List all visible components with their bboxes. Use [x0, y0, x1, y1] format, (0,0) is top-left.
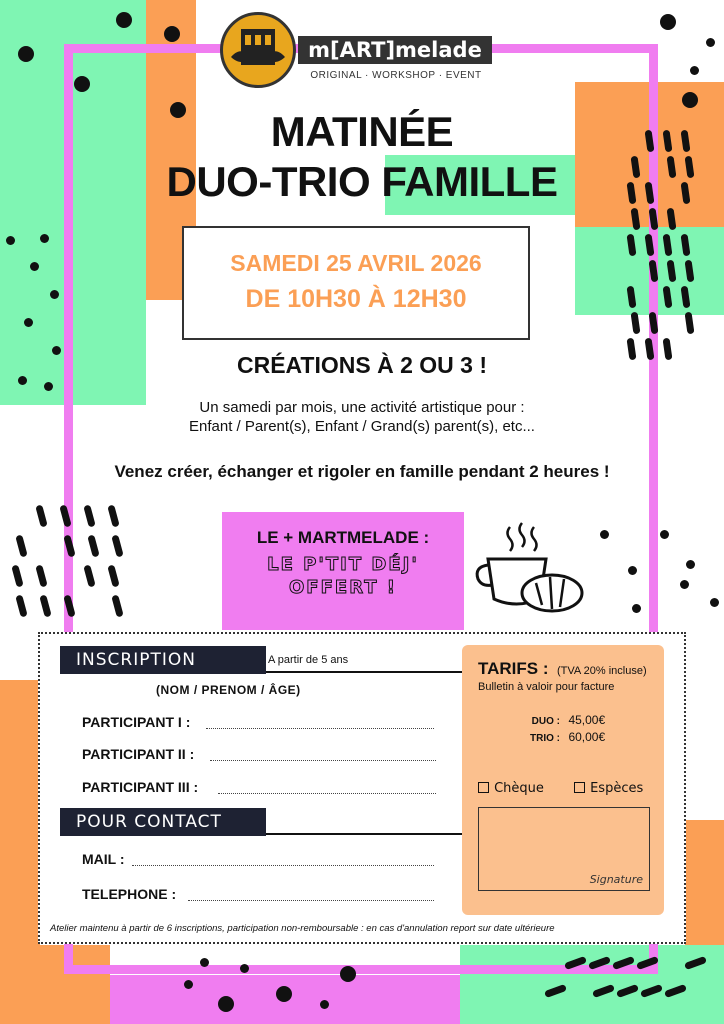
deco-dot: [682, 92, 698, 108]
price-duo-value: 45,00€: [568, 713, 606, 727]
subtitle: CRÉATIONS À 2 OU 3 !: [236, 352, 488, 378]
price-trio-value: 60,00€: [568, 730, 606, 744]
deco-dot: [18, 46, 34, 62]
date-box: [182, 226, 530, 340]
bg-orange-block-bottom-right: [685, 820, 724, 945]
bonus-line1: LE P'TIT DÉJ': [267, 554, 419, 575]
deco-dash: [685, 312, 695, 335]
phone-field[interactable]: [188, 888, 434, 901]
brand-name: m[ART]melade: [308, 38, 482, 62]
title-line1: MATINÉE: [270, 108, 454, 155]
deco-dot: [660, 530, 669, 539]
deco-dash: [35, 504, 47, 527]
participant-1-field[interactable]: [206, 716, 434, 729]
deco-dot: [24, 318, 33, 327]
deco-dot: [710, 598, 719, 607]
tarifs-tva: (TVA 20% incluse): [556, 665, 647, 677]
deco-dash: [35, 564, 47, 587]
deco-dot: [690, 66, 699, 75]
contact-underline: [266, 833, 462, 835]
inscription-label: INSCRIPTION: [76, 650, 196, 670]
participant-1-label: PARTICIPANT I :: [82, 714, 191, 730]
deco-dash: [39, 594, 51, 617]
coffee-croissant-icon: [470, 515, 590, 620]
title-duo-trio: DUO-TRIO: [166, 158, 371, 205]
deco-dot: [706, 38, 715, 47]
participant-2-label: PARTICIPANT II :: [82, 746, 195, 762]
bonus-box: [222, 512, 464, 630]
tarifs-title: TARIFS :: [478, 659, 549, 678]
price-trio-label: TRIO :: [530, 733, 560, 744]
cheque-label: Chèque: [494, 781, 544, 796]
price-duo-label: DUO :: [531, 716, 560, 727]
deco-dot: [320, 1000, 329, 1009]
contact-label: POUR CONTACT: [76, 812, 222, 832]
title-line2: [0, 158, 724, 206]
deco-dash: [15, 534, 27, 557]
mail-label: MAIL :: [82, 851, 125, 867]
tagline-bold: Venez créer, échanger et rigoler en famille pendant 2 heures !: [114, 462, 610, 481]
deco-dot: [6, 236, 15, 245]
brand-logo-circle: [220, 12, 296, 88]
inscription-header: [60, 646, 266, 674]
participant-3-field[interactable]: [218, 781, 436, 794]
signature-box[interactable]: [478, 807, 650, 891]
deco-dot: [680, 580, 689, 589]
event-date: SAMEDI 25 AVRIL 2026: [230, 250, 482, 276]
deco-dot: [660, 14, 676, 30]
age-note: A partir de 5 ans: [268, 654, 349, 666]
event-time: DE 10H30 À 12H30: [245, 285, 467, 313]
deco-dot: [184, 980, 193, 989]
deco-dot: [164, 26, 180, 42]
especes-checkbox[interactable]: [574, 782, 585, 793]
participant-2-field[interactable]: [210, 748, 436, 761]
inscription-underline: [266, 671, 462, 673]
brand-name-box: [298, 36, 492, 64]
deco-dot: [200, 958, 209, 967]
mustache-building-icon: [223, 15, 293, 85]
phone-label: TELEPHONE :: [82, 886, 177, 902]
deco-dot: [686, 560, 695, 569]
bonus-title: LE + MARTMELADE :: [256, 528, 430, 547]
participant-3-label: PARTICIPANT III :: [82, 779, 199, 795]
deco-dot: [40, 234, 49, 243]
deco-dot: [632, 604, 641, 613]
footer-note: Atelier maintenu à partir de 6 inscriptions, participation non-remboursable : en cas d'annulation report sur date ultérieure: [50, 923, 555, 934]
especes-label: Espèces: [590, 781, 644, 796]
deco-dot: [30, 262, 39, 271]
deco-dot: [600, 530, 609, 539]
bonus-line2: OFFERT !: [289, 577, 397, 598]
deco-dot: [116, 12, 132, 28]
deco-dot: [74, 76, 90, 92]
cheque-checkbox[interactable]: [478, 782, 489, 793]
fields-hint: (NOM / PRENOM / ÂGE): [156, 683, 301, 697]
deco-dot: [240, 964, 249, 973]
brand-tagline: ORIGINAL · WORKSHOP · EVENT: [310, 70, 482, 81]
description-line2: Enfant / Parent(s), Enfant / Grand(s) parent(s), etc...: [189, 418, 535, 435]
deco-dot: [340, 966, 356, 982]
deco-dash: [11, 564, 23, 587]
signature-label: Signature: [589, 873, 643, 886]
bg-orange-block-bottom-left: [0, 680, 40, 1024]
description-line1: Un samedi par mois, une activité artistique pour :: [199, 399, 525, 416]
deco-dash: [15, 594, 27, 617]
contact-header: [60, 808, 266, 836]
deco-dot: [276, 986, 292, 1002]
deco-dot: [44, 382, 53, 391]
tarifs-note: Bulletin à valoir pour facture: [478, 681, 615, 693]
deco-dot: [628, 566, 637, 575]
deco-dot: [50, 290, 59, 299]
deco-dot: [218, 996, 234, 1012]
title-famille: FAMILLE: [381, 158, 558, 205]
mail-field[interactable]: [132, 853, 434, 866]
tarifs-panel: [462, 645, 664, 915]
